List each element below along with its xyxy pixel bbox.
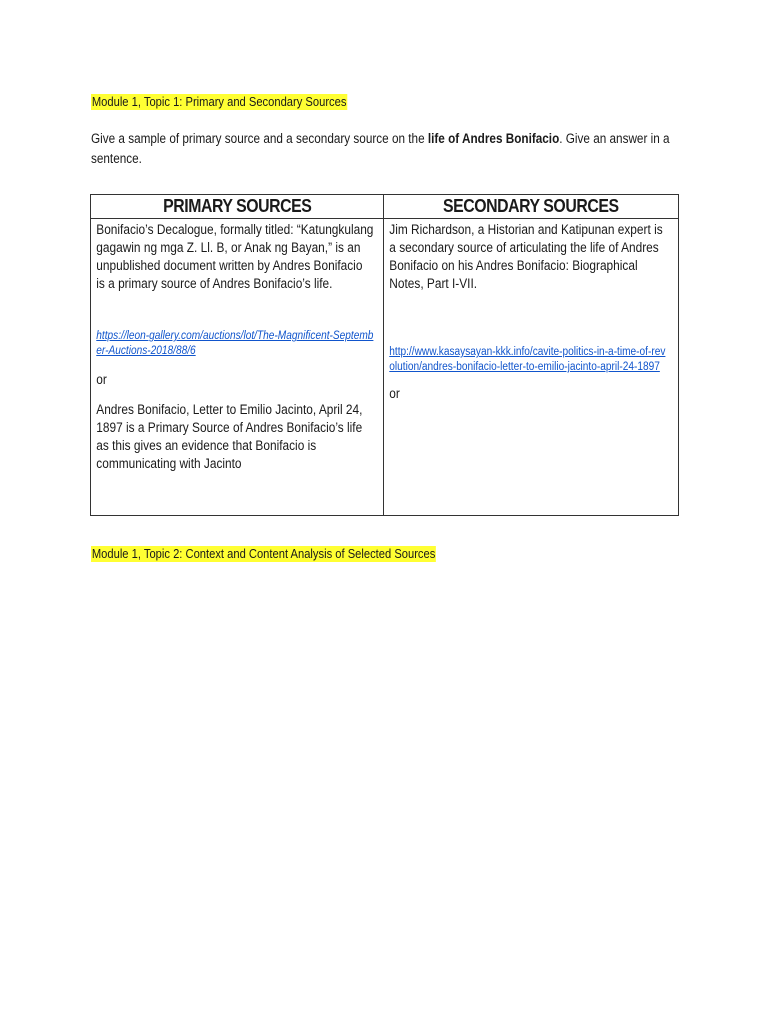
sources-table xyxy=(90,194,679,516)
secondary-header: SECONDARY SOURCES xyxy=(384,195,679,219)
primary-cell xyxy=(91,219,384,516)
table-header-row xyxy=(91,195,679,219)
topic2-heading: Module 1, Topic 2: Context and Content Analysis of Selected Sources xyxy=(91,546,436,561)
instructions xyxy=(91,129,683,169)
primary-source-link[interactable]: https://leon-gallery.com/auctions/lot/The-Magnificent-September-Auctions-2018/88/6 xyxy=(96,330,374,357)
secondary-description: Jim Richardson, a Historian and Katipunan expert is a secondary source of articulating the life of Andres Bonifacio on his Andres Bonifacio: Biographical Notes, Part I-VII. xyxy=(389,222,663,291)
instructions-part2: . Give an answer in a sentence. xyxy=(91,131,670,166)
instructions-part1: Give a sample of primary source and a secondary source on the xyxy=(91,131,428,146)
topic1-heading: Module 1, Topic 1: Primary and Secondary Sources xyxy=(91,94,347,109)
primary-description: Bonifacio’s Decalogue, formally titled: “Katungkulang gagawin ng mga Z. Ll. B, or Anak ng Bayan,” is an unpublished document written by Andres Bonifacio is a primary source of Andres Bonifacio’s life. xyxy=(96,222,374,291)
secondary-cell xyxy=(384,219,679,516)
primary-header: PRIMARY SOURCES xyxy=(91,195,384,219)
primary-description-2: Andres Bonifacio, Letter to Emilio Jacinto, April 24, 1897 is a Primary Source of Andres Bonifacio’s life as this gives an evidence that Bonifacio is communicating with Jacinto xyxy=(96,402,363,471)
table-row xyxy=(91,219,679,516)
secondary-or: or xyxy=(389,386,400,401)
instructions-bold: life of Andres Bonifacio xyxy=(427,131,560,146)
primary-or: or xyxy=(96,372,107,387)
secondary-source-link[interactable]: http://www.kasaysayan-kkk.info/cavite-politics-in-a-time-of-revolution/andres-bonifacio-letter-to-emilio-jacinto-april-24-1897 xyxy=(389,346,666,373)
